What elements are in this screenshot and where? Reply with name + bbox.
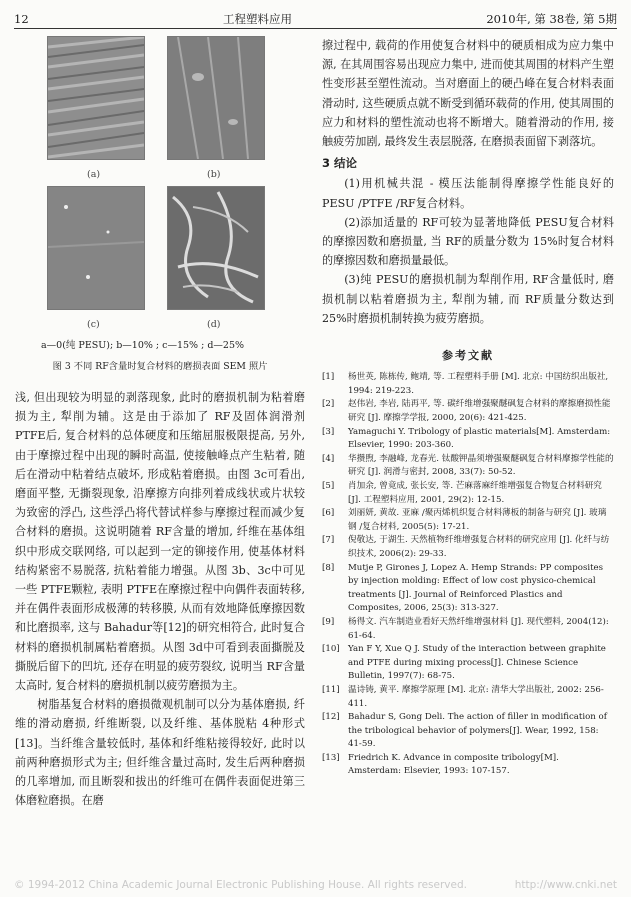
sem-panel-c: [47, 186, 145, 310]
reference-item: [5] 肖加余, 曾竟成, 张长安, 等. 芒麻落麻纤维增强复合物复合材料研究 [J]. 工程塑料应用, 2001, 29(2): 12-15.: [322, 481, 602, 505]
right-column: [322, 36, 614, 779]
reference-item: [11] 温诗铸, 黄平. 摩擦学原理 [M]. 北京: 清华大学出版社, 2002: 256-411.: [322, 684, 604, 709]
journal-title: 工程塑料应用: [222, 12, 292, 26]
body-paragraph: 树脂基复合材料的磨损微观机制可以分为基体磨损, 纤维的滑动磨损, 纤维断裂, 以及纤维、基体脱粘 4种形式[13]。当纤维含量较低时, 基体和纤维粘接得较好, 此时以前两种磨损形式为主; 但纤维含量过高时, 发生后两种磨损的几率增加, 而且断裂和拔出的纤维可在偶件表面促进第三体磨粒磨损。在磨: [15, 698, 305, 808]
figure-legend: a—0(纯 PESU); b—10% ; c—15% ; d—25%: [41, 340, 245, 351]
references-title: 参考文献: [442, 349, 494, 363]
conclusion-item: (2)添加适量的 RF可较为显著地降低 PESU复合材料的摩擦因数和磨损量, 当 RF的质量分数为 15%时复合材料的摩擦因数和磨损量最低。: [322, 215, 614, 268]
body-paragraph: 浅, 但出现较为明显的剥落现象, 此时的磨损机制为粘着磨损为主, 犁削为辅。这是由于添加了 RF及固体润滑剂 PTFE后, 复合材料的总体硬度和压缩屈服极限提高, 另外, 由于摩擦过程中出现的瞬时高温, 使接触峰点产生粘着, 随后在滑动中粘着结点破坏, 形成粘着磨损。由图 3c可看出, 磨面平整, 无撕裂现象, 沿摩擦方向排列着成线状或片状较为致密的浮凸, 这些浮凸将代替试样参与摩擦过程而减少复合材料的磨损。这说明随着 RF含量的增加, 纤维在基体组织中形成交联网络, 可以起到一定的铆接作用, 使基体材料结构紧密不易脱落, 抗粘着能力增强。从图 3b、3c中可见一些 PTFE颗粒, 表明 PTFE在摩擦过程中向偶件表面转移, 并在偶件表面形成极薄的转移膜, 从而有效地降低摩擦因数和比磨损率, 这与 Bahadur等[12]的研究相符合, 此时复合材料的磨损机制属粘着磨损。从图 3d中可看到表面撕脱及撕脱后留下的凹坑, 还存在明显的疲劳裂纹, 说明当 RF含量太高时, 复合材料的磨损机制以疲劳磨损为主。: [15, 391, 305, 693]
panel-label-d: (d): [207, 319, 221, 330]
reference-item: [7] 倪敬达, 于湖生. 天然植物纤维增强复合材料的研究应用 [J]. 化纤与纺织技术, 2006(2): 29-33.: [322, 535, 610, 559]
reference-item: [2] 赵伟岩, 李岩, 陆再平, 等. 碳纤维增强聚醚砜复合材料的摩擦磨损性能研究 [J]. 摩擦学学报, 2000, 20(6): 421-425.: [322, 399, 611, 424]
reference-item: [3] Yamaguchi Y. Tribology of plastic materials[M]. Amsterdam: Elsevier, 1990: 203-360.: [322, 426, 611, 451]
sem-panel-d: [167, 186, 265, 310]
reference-item: [9] 杨得文. 汽车制造业看好天然纤维增强材料 [J]. 现代塑料, 2004(12): 61-64.: [322, 616, 609, 641]
reference-item: [4] 华攒煦, 李融峰, 龙春光. 钛酸钾晶须增强聚醚砜复合材料摩擦学性能的研究 [J]. 润滑与密封, 2008, 33(7): 50-52.: [322, 453, 614, 478]
source-url[interactable]: http://www.cnki.net: [514, 879, 617, 891]
section-heading: 3 结论: [322, 156, 358, 171]
reference-item: [12] Bahadur S, Gong Deli. The action of filler in modification of the tribological behavior of polymers[J]. Wear, 1992, 158: 41-59.: [322, 712, 607, 750]
issue-info: 2010年, 第 38卷, 第 5期: [486, 12, 617, 26]
reference-item: [1] 杨世英, 陈栋传, 鲍靖, 等. 工程塑料手册 [M]. 北京: 中国纺织出版社, 1994: 219-223.: [322, 372, 609, 396]
page-number: 12: [14, 12, 29, 26]
page-header: [14, 10, 617, 28]
panel-label-c: (c): [87, 319, 100, 330]
sem-panel-b: [167, 36, 265, 160]
panel-label-b: (b): [207, 169, 221, 180]
panel-label-a: (a): [87, 169, 101, 180]
body-paragraph: 擦过程中, 载荷的作用使复合材料中的硬质相成为应力集中源, 在其周围容易出现应力集中, 进而使其周围的材料产生塑性变形甚至塑性流动。当对磨面上的硬凸峰在复合材料表面滑动时, 这些硬质点就不断受到循环载荷的作用, 使其周围的应力和材料的塑性流动也将不断增大。随着滑动的作用, 接触疲劳加剧, 最终发生表层脱落, 在磨损表面留下剥落坑。: [322, 39, 614, 149]
figure-caption: 图 3 不同 RF含量时复合材料的磨损表面 SEM 照片: [52, 361, 268, 372]
reference-item: [8] Mutje P, Girones J, Lopez A. Hemp Strands: PP composites by injection molding: Effect of low cost physico-chemical treatments [J]. Journal of Reinforced Plastics and Composites, 2006, 25(3): 313-327.: [322, 562, 604, 614]
conclusion-item: (3)纯 PESU的磨损机制为犁削作用, RF含量低时, 磨损机制以粘着磨损为主, 犁削为辅, 而 RF质量分数达到 25%时磨损机制转换为疲劳磨损。: [322, 273, 614, 325]
sem-figure: [15, 36, 305, 388]
conclusion-item: (1)用机械共混 - 模压法能制得摩擦学性能良好的 PESU /PTFE /RF复合材料。: [322, 177, 614, 210]
reference-item: [13] Friedrich K. Advance in composite tribology[M]. Amsterdam: Elsevier, 1993: 107-157.: [322, 752, 559, 777]
sem-panel-a: [47, 36, 145, 160]
reference-item: [10] Yan F Y, Xue Q J. Study of the interaction between graphite and PTFE during mixing process[J]. Chinese Science Bulletin, 1997(7): 68-75.: [322, 644, 606, 682]
copyright-notice: © 1994-2012 China Academic Journal Electronic Publishing House. All rights reserved.: [14, 879, 467, 891]
reference-item: [6] 刘丽妍, 黄故. 亚麻 /聚丙烯机织复合材料薄板的制备与研究 [J]. 玻璃钢 /复合材料, 2005(5): 17-21.: [322, 508, 607, 532]
header-rule: [14, 28, 617, 29]
page-footer: [14, 879, 617, 891]
references-list: [322, 371, 614, 779]
left-column: [15, 36, 305, 810]
